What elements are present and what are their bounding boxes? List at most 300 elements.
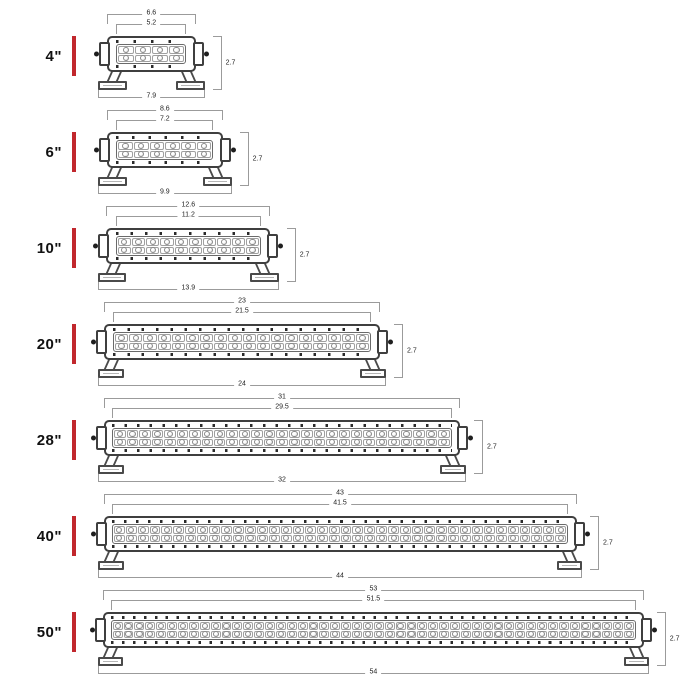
led-cell [329, 526, 340, 534]
led-cell [124, 622, 134, 630]
led-cell [156, 622, 166, 630]
led-optic [266, 431, 272, 437]
led-optic [341, 439, 347, 445]
led-optic [185, 143, 191, 149]
led-optic [128, 527, 134, 533]
lightbar-diagram [88, 296, 424, 392]
dimension-top-inner-value: 29.5 [271, 403, 293, 411]
led-optic [345, 335, 351, 341]
led-optic [201, 151, 207, 157]
led-optic [135, 239, 141, 245]
dimension-bottom [98, 668, 649, 676]
dimension-height-value: 2.7 [407, 347, 417, 355]
led-cell [305, 526, 316, 534]
led-optic [125, 631, 131, 637]
led-cell [152, 55, 168, 63]
lightbar-diagram [88, 584, 687, 680]
led-optic [150, 247, 156, 253]
screw-strip-bottom [112, 449, 451, 452]
led-optic [359, 343, 365, 349]
lightbar-diagram [88, 200, 317, 296]
lightbar-row [0, 104, 700, 200]
led-cell [314, 439, 325, 447]
led-optic [498, 535, 504, 541]
led-optic [550, 623, 556, 629]
dimension-height [402, 324, 417, 378]
led-optic [245, 631, 251, 637]
led-optic [242, 431, 248, 437]
led-cell [118, 247, 131, 255]
led-optic [331, 335, 337, 341]
led-cell [271, 334, 284, 342]
led-optic [463, 631, 469, 637]
led-optic [329, 431, 335, 437]
led-optic [235, 535, 241, 541]
led-cell [269, 535, 280, 543]
led-optic [224, 535, 230, 541]
led-cell [186, 343, 199, 351]
led-cell [342, 343, 355, 351]
foot-base-left [98, 177, 127, 186]
led-cell [114, 535, 125, 543]
led-cell [265, 622, 275, 630]
led-cell [426, 430, 437, 438]
led-cell [232, 631, 242, 639]
led-optic [391, 431, 397, 437]
end-bolt-left [90, 628, 95, 633]
led-optic [147, 335, 153, 341]
foot-base-right [250, 273, 278, 282]
size-label-zone [0, 36, 80, 76]
led-cell [202, 430, 213, 438]
led-optic [147, 623, 153, 629]
lightbar-diagram [88, 8, 243, 104]
size-label-zone [0, 420, 80, 460]
led-optic [223, 623, 229, 629]
led-cell [245, 526, 256, 534]
led-optic [550, 631, 556, 637]
dimension-top-outer [104, 393, 461, 401]
led-optic [474, 527, 480, 533]
led-optic [192, 431, 198, 437]
led-optic [414, 535, 420, 541]
led-optic [307, 535, 313, 541]
led-cell [233, 526, 244, 534]
end-bolt-right [652, 628, 657, 633]
led-optic [438, 527, 444, 533]
size-label: 40" [36, 527, 62, 545]
led-cell [214, 430, 225, 438]
dimension-top-outer [107, 105, 223, 113]
led-cell [161, 526, 172, 534]
led-cell [189, 238, 202, 246]
led-optic [254, 439, 260, 445]
led-optic [546, 527, 552, 533]
led-cell [417, 631, 427, 639]
led-cell [602, 631, 612, 639]
led-cell [301, 430, 312, 438]
led-optic [136, 623, 142, 629]
led-optic [201, 143, 207, 149]
led-cell [197, 142, 212, 150]
led-optic [397, 623, 403, 629]
dimension-bottom [98, 188, 232, 196]
led-optic [234, 623, 240, 629]
led-cell [555, 535, 566, 543]
led-optic [522, 527, 528, 533]
led-optic [391, 527, 397, 533]
led-cell [158, 343, 171, 351]
foot-base-left [98, 657, 123, 666]
led-cell [189, 622, 199, 630]
led-optic [376, 631, 382, 637]
dimension-top-outer-value: 31 [274, 393, 290, 401]
led-optic [365, 623, 371, 629]
led-optic [486, 535, 492, 541]
led-cell [494, 622, 504, 630]
screw-strip-top [112, 424, 451, 427]
led-cell [363, 430, 374, 438]
led-cell [352, 631, 362, 639]
led-optic [169, 623, 175, 629]
led-optic [303, 343, 309, 349]
led-optic [329, 439, 335, 445]
led-optic [167, 431, 173, 437]
screw-strip-top [113, 328, 371, 331]
led-optic [438, 535, 444, 541]
led-optic [260, 335, 266, 341]
led-optic [256, 623, 262, 629]
led-cell [243, 334, 256, 342]
led-optic [140, 535, 146, 541]
end-cap-left [96, 426, 107, 450]
led-lens-panel [111, 620, 636, 640]
led-optic [408, 631, 414, 637]
led-optic [355, 527, 361, 533]
led-optic [416, 431, 422, 437]
led-optic [154, 431, 160, 437]
led-cell [185, 535, 196, 543]
led-cell [233, 535, 244, 543]
led-cell [376, 439, 387, 447]
led-optic [202, 631, 208, 637]
led-optic [376, 623, 382, 629]
led-optic [343, 535, 349, 541]
led-cell [570, 631, 580, 639]
led-optic [304, 431, 310, 437]
dimension-bottom-value: 44 [332, 572, 348, 580]
dimension-height [598, 516, 613, 570]
led-cell [203, 238, 216, 246]
led-cell [428, 622, 438, 630]
led-optic [345, 343, 351, 349]
led-optic [593, 623, 599, 629]
led-optic [154, 143, 160, 149]
led-cell [169, 55, 185, 63]
led-cell [217, 247, 230, 255]
led-cell [221, 535, 232, 543]
led-cell [472, 622, 482, 630]
led-cell [160, 238, 173, 246]
led-optic [604, 631, 610, 637]
led-optic [426, 527, 432, 533]
led-cell [439, 631, 449, 639]
dimension-top-outer-value: 8.6 [156, 105, 174, 113]
led-cell [319, 631, 329, 639]
led-optic [138, 143, 144, 149]
led-cell [129, 343, 142, 351]
led-optic [495, 623, 501, 629]
led-optic [164, 527, 170, 533]
led-cell [537, 631, 547, 639]
led-lens-panel [112, 428, 451, 448]
led-optic [161, 343, 167, 349]
led-cell [150, 151, 165, 159]
led-cell [134, 622, 144, 630]
led-optic [234, 631, 240, 637]
led-cell [228, 334, 241, 342]
led-optic [200, 527, 206, 533]
led-optic [117, 431, 123, 437]
dimension-bottom [98, 92, 205, 100]
led-optic [224, 527, 230, 533]
led-cell [592, 622, 602, 630]
led-cell [613, 631, 623, 639]
led-cell [388, 535, 399, 543]
led-cell [197, 526, 208, 534]
red-accent-bar [72, 420, 76, 460]
led-optic [379, 535, 385, 541]
led-cell [376, 430, 387, 438]
led-cell [134, 631, 144, 639]
led-cell [439, 622, 449, 630]
led-optic [452, 631, 458, 637]
led-optic [582, 623, 588, 629]
led-cell [165, 142, 180, 150]
led-optic [539, 631, 545, 637]
lightbar-housing [103, 612, 644, 648]
end-bolt-right [278, 244, 283, 249]
led-cell [189, 631, 199, 639]
led-optic [116, 535, 122, 541]
led-optic [125, 623, 131, 629]
led-cell [363, 439, 374, 447]
led-cell [330, 622, 340, 630]
led-optic [266, 439, 272, 445]
led-cell [202, 439, 213, 447]
led-cell [181, 151, 196, 159]
led-cell [197, 151, 212, 159]
led-optic [403, 431, 409, 437]
led-optic [115, 631, 121, 637]
dimension-top-outer-value: 6.6 [142, 9, 160, 17]
led-optic [167, 439, 173, 445]
lightbar-row [0, 392, 700, 488]
led-cell [164, 439, 175, 447]
led-optic [450, 527, 456, 533]
led-optic [498, 527, 504, 533]
led-cell [352, 535, 363, 543]
led-optic [397, 631, 403, 637]
led-cell [341, 622, 351, 630]
led-cell [328, 343, 341, 351]
lightbar-rows [0, 8, 700, 680]
screw-strip-bottom [113, 353, 371, 356]
led-cell [276, 622, 286, 630]
led-cell [139, 430, 150, 438]
led-cell [126, 535, 137, 543]
led-optic [204, 431, 210, 437]
led-cell [301, 439, 312, 447]
screw-strip-bottom [116, 65, 186, 68]
led-cell [232, 622, 242, 630]
red-accent-bar [72, 132, 76, 172]
led-cell [515, 622, 525, 630]
foot-base-left [98, 369, 124, 378]
dimension-bottom [98, 380, 386, 388]
led-optic [118, 335, 124, 341]
led-optic [173, 47, 179, 53]
dimension-top-outer [104, 297, 380, 305]
led-optic [416, 439, 422, 445]
led-optic [154, 151, 160, 157]
led-cell [132, 247, 145, 255]
end-bolt-left [91, 532, 96, 537]
led-cell [276, 631, 286, 639]
led-optic [170, 151, 176, 157]
led-cell [146, 238, 159, 246]
dimension-bottom-value: 13.9 [178, 284, 200, 292]
foot-base-left [98, 465, 124, 474]
led-cell [388, 439, 399, 447]
led-optic [122, 143, 128, 149]
led-cell [317, 535, 328, 543]
led-optic [403, 439, 409, 445]
end-cap-right [457, 426, 468, 450]
end-bolt-left [94, 52, 99, 57]
led-optic [310, 623, 316, 629]
led-cell [352, 526, 363, 534]
led-optic [288, 335, 294, 341]
size-label-zone [0, 516, 80, 556]
end-cap-right [377, 330, 388, 354]
foot-base-right [440, 465, 466, 474]
led-cell [413, 430, 424, 438]
led-cell [222, 622, 232, 630]
led-optic [232, 343, 238, 349]
end-bolt-right [231, 148, 236, 153]
led-cell [364, 526, 375, 534]
led-optic [200, 535, 206, 541]
led-cell [257, 526, 268, 534]
led-optic [279, 431, 285, 437]
led-lens-panel [112, 524, 569, 544]
size-label-zone [0, 612, 80, 652]
end-bolt-left [94, 148, 99, 153]
led-optic [332, 623, 338, 629]
led-cell [245, 535, 256, 543]
led-cell [114, 439, 125, 447]
led-optic [164, 247, 170, 253]
led-cell [602, 622, 612, 630]
led-cell [537, 622, 547, 630]
size-label: 50" [36, 623, 62, 641]
led-cell [461, 622, 471, 630]
led-cell [285, 334, 298, 342]
led-optic [310, 631, 316, 637]
led-cell [118, 46, 134, 54]
led-optic [247, 535, 253, 541]
led-optic [221, 239, 227, 245]
led-cell [496, 535, 507, 543]
screw-strip-top [112, 520, 569, 523]
end-cap-right [193, 42, 204, 66]
led-optic [212, 535, 218, 541]
led-cell [339, 439, 350, 447]
led-cell [450, 631, 460, 639]
led-cell [339, 430, 350, 438]
led-optic [235, 239, 241, 245]
led-optic [317, 343, 323, 349]
led-optic [176, 535, 182, 541]
led-cell [226, 439, 237, 447]
led-cell [145, 631, 155, 639]
led-cell [484, 526, 495, 534]
led-cell [127, 430, 138, 438]
dimension-height-value: 2.7 [299, 251, 310, 259]
led-optic [593, 631, 599, 637]
led-optic [495, 631, 501, 637]
led-optic [295, 535, 301, 541]
led-optic [331, 343, 337, 349]
led-cell [232, 238, 245, 246]
led-cell [412, 535, 423, 543]
foot-base-right [360, 369, 386, 378]
led-optic [135, 247, 141, 253]
red-accent-bar [72, 228, 76, 268]
dimension-height-value: 2.7 [252, 155, 263, 163]
led-cell [305, 535, 316, 543]
dimension-top-inner [113, 307, 371, 315]
led-optic [180, 623, 186, 629]
led-cell [158, 334, 171, 342]
led-cell [214, 439, 225, 447]
led-cell [221, 526, 232, 534]
led-cell [555, 526, 566, 534]
led-optic [332, 631, 338, 637]
foot-base-left [98, 561, 124, 570]
dimension-top-outer-value: 53 [365, 585, 381, 593]
end-bolt-right [388, 340, 393, 345]
led-optic [462, 535, 468, 541]
led-cell [178, 622, 188, 630]
led-cell [143, 343, 156, 351]
led-optic [256, 631, 262, 637]
led-cell [269, 526, 280, 534]
dimension-bottom-value: 24 [234, 380, 250, 388]
led-cell [298, 622, 308, 630]
led-optic [331, 535, 337, 541]
led-optic [229, 439, 235, 445]
led-cell [118, 55, 134, 63]
end-bolt-left [93, 244, 98, 249]
dimension-bottom [98, 476, 466, 484]
size-label: 10" [36, 239, 62, 257]
led-optic [157, 55, 163, 61]
led-optic [212, 527, 218, 533]
led-optic [150, 239, 156, 245]
end-cap-left [96, 330, 107, 354]
